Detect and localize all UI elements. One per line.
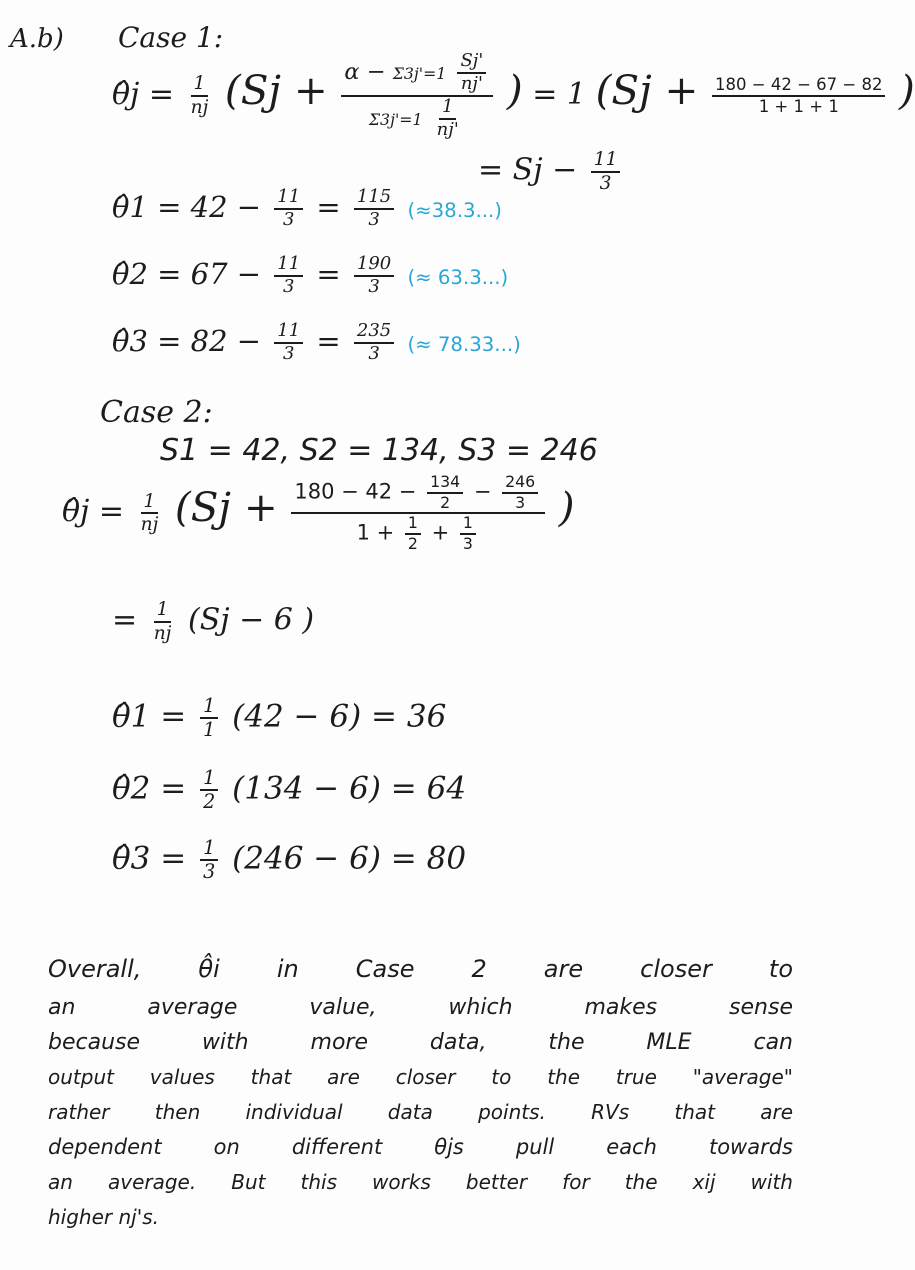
formula-lhs: θ̂j = xyxy=(112,76,175,112)
correction-denominator: Σ3j'=1 $\frac{1}{nj'}$ xyxy=(368,95,459,140)
case2-heading: Case 2: xyxy=(100,395,213,430)
case2-sums: S1 = 42, S2 = 134, S3 = 246 xyxy=(160,433,598,468)
conclusion-line-2: an average value, which makes sense xyxy=(48,995,793,1020)
open-paren: (Sj + xyxy=(224,65,328,114)
approx-value: (≈ 78.33...) xyxy=(407,332,521,356)
substituted-fraction: $\frac{180 - 42 - 67 - 82}{1 + 1 + 1}$ xyxy=(712,76,885,115)
part-label: A.b) xyxy=(10,24,64,54)
conclusion-line-7: an average. But this works better for the xij with xyxy=(48,1170,793,1194)
case2-estimate-3: θ̂3 = $\frac{1}{3}$ (246 − 6) = 80 xyxy=(112,836,467,884)
correction-fraction xyxy=(341,52,493,140)
conclusion-line-4: output values that are closer to the true "average" xyxy=(48,1065,793,1089)
conclusion-line-3: because with more data, the MLE can xyxy=(48,1030,793,1055)
case1-simplified: = Sj − $\frac{11}{3}$ xyxy=(478,150,624,193)
prefix-fraction: $\frac{1}{nj}$ xyxy=(190,73,209,118)
case2-general-formula: θ̂j = $\frac{1}{nj}$ (Sj + 180 − 42 − $\frac{134}{2}$ − $\frac{246}{3}$ 1 + $\frac{1}{2}$ + $\frac{1}{3}$ ) xyxy=(62,472,575,553)
case1-heading: Case 1: xyxy=(118,21,224,54)
case2-correction-fraction: 180 − 42 − $\frac{134}{2}$ − $\frac{246}{3}$ 1 + $\frac{1}{2}$ + $\frac{1}{3}$ xyxy=(291,474,545,552)
correction-numerator: α − Σ3j'=1 $\frac{Sj'}{nj'}$ xyxy=(341,52,493,97)
conclusion-line-1: Overall, θ̂i in Case 2 are closer to xyxy=(48,955,793,983)
case1-estimate-2: θ̂2 = 67 − $\frac{11}{3}$ = $\frac{190}{3}$ (≈ 63.3...) xyxy=(112,253,509,297)
case1-estimate-1: θ̂1 = 42 − $\frac{11}{3}$ = $\frac{115}{3}$ (≈38.3...) xyxy=(112,186,502,230)
approx-value: (≈38.3...) xyxy=(407,198,502,222)
case2-estimate-2: θ̂2 = $\frac{1}{2}$ (134 − 6) = 64 xyxy=(112,766,467,814)
case1-estimate-3: θ̂3 = 82 − $\frac{11}{3}$ = $\frac{235}{3}$ (≈ 78.33...) xyxy=(112,320,521,364)
case2-simplified: = $\frac{1}{nj}$ (Sj − 6 ) xyxy=(112,599,315,644)
conclusion-line-8: higher nj's. xyxy=(48,1205,159,1229)
equals-one: = 1 xyxy=(532,76,587,112)
case2-estimate-1: θ̂1 = $\frac{1}{1}$ (42 − 6) = 36 xyxy=(112,694,447,742)
conclusion-line-5: rather then individual data points. RVs that are xyxy=(48,1100,793,1124)
case1-general-formula: θ̂j = $\frac{1}{nj}$ (Sj + α − Σ3j'=1 $\frac{Sj'}{nj'}$ Σ3j'=1 $\frac{1}{nj'}$ ) = 1 (Sj + $\frac{180 - 42 - 67 - 82}{1 + 1 + 1}$ ) xyxy=(112,50,915,140)
conclusion-line-6: dependent on different θjs pull each towards xyxy=(48,1135,793,1159)
approx-value: (≈ 63.3...) xyxy=(407,265,509,289)
